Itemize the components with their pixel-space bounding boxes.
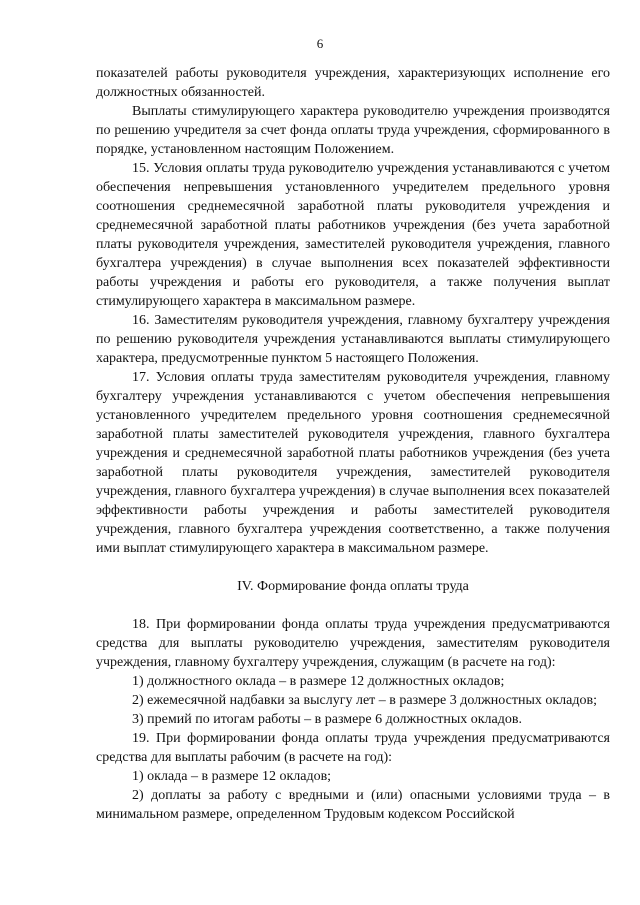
list-item: 1) должностного оклада – в размере 12 должностных окладов; bbox=[132, 674, 505, 689]
document-body bbox=[96, 64, 610, 824]
paragraph-item-15: 15. Условия оплаты труда руководителю учреждения устанавливаются с учетом обеспечения непревышения установленного учредителем предельного уровня соотношения среднемесячной заработной платы руководителя учреждения и среднемесячной заработной платы работников учреждения (без учета заработной платы руководителя учреждения, заместителей руководителя учреждения, главного бухгалтера учреждения) в случае выполнения всех показателей эффективности работы учреждения и работы его руководителя, а также получения выплат стимулирующего характера в максимальном размере. bbox=[96, 161, 610, 309]
list-item: 2) ежемесячной надбавки за выслугу лет – в размере 3 должностных окладов; bbox=[132, 693, 598, 708]
paragraph-item-19: 19. При формировании фонда оплаты труда учреждения предусматриваются средства для выплаты рабочим (в расчете на год): bbox=[96, 731, 610, 765]
paragraph-item-16: 16. Заместителям руководителя учреждения, главному бухгалтеру учреждения по решению руководителя учреждения устанавливаются выплаты стимулирующего характера, предусмотренные пунктом 5 настоящего Положения. bbox=[96, 313, 610, 366]
list-item: 1) оклада – в размере 12 окладов; bbox=[132, 769, 332, 784]
paragraph: Выплаты стимулирующего характера руководителю учреждения производятся по решению учредителя за счет фонда оплаты труда учреждения, сформированного в порядке, установленном настоящим Положением. bbox=[96, 104, 610, 157]
page-number: 6 bbox=[316, 36, 324, 51]
paragraph-item-17: 17. Условия оплаты труда заместителям руководителя учреждения, главному бухгалтеру учреждения устанавливаются с учетом обеспечения непревышения установленного учредителем предельного уровня соотношения среднемесячной заработной платы заместителей руководителя учреждения, главного бухгалтера учреждения и среднемесячной заработной платы работников учреждения (без учета заработной платы руководителя учреждения, заместителей руководителя учреждения, главного бухгалтера учреждения) в случае выполнения всех показателей эффективности работы учреждения и работы заместителей руководителя учреждения, главного бухгалтера учреждения соответственно, а также получения ими выплат стимулирующего характера в максимальном размере. bbox=[96, 370, 610, 556]
section-heading: IV. Формирование фонда оплаты труда bbox=[237, 579, 469, 594]
paragraph: показателей работы руководителя учреждения, характеризующих исполнение его должностных обязанностей. bbox=[96, 66, 610, 100]
paragraph-item-18: 18. При формировании фонда оплаты труда учреждения предусматриваются средства для выплаты руководителю учреждения, заместителям руководителя учреждения, главному бухгалтеру учреждения, служащим (в расчете на год): bbox=[96, 617, 610, 670]
list-item: 2) доплаты за работу с вредными и (или) опасными условиями труда – в минимальном размере, определенном Трудовым кодексом Российской bbox=[96, 788, 610, 822]
list-item: 3) премий по итогам работы – в размере 6 должностных окладов. bbox=[132, 712, 522, 727]
